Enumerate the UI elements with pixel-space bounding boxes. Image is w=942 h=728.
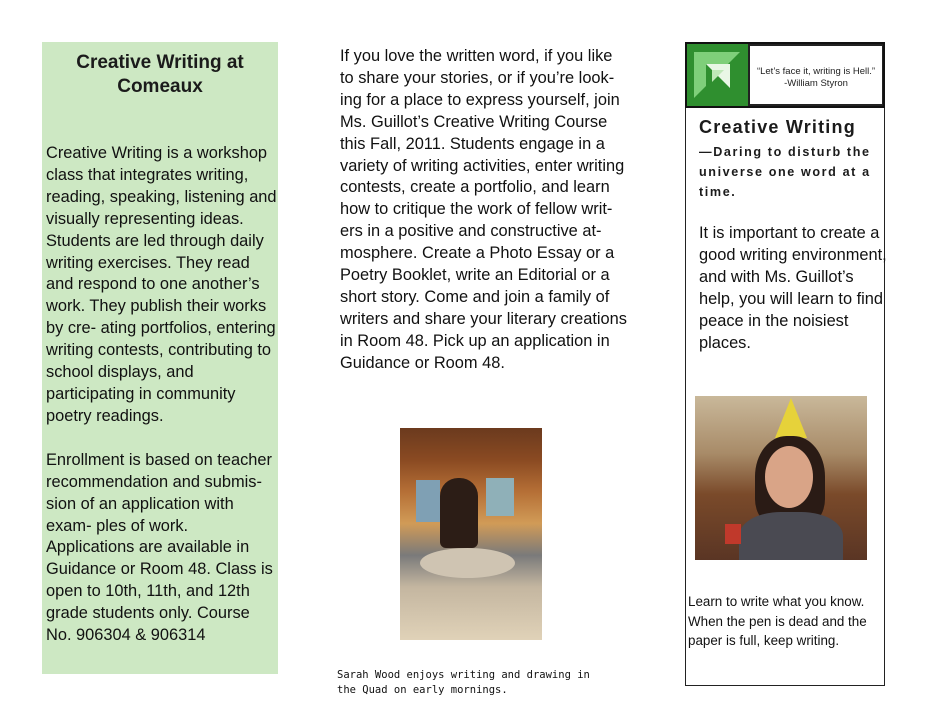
photo-student-writing-quad [400,428,542,640]
right-body-text: It is important to create a good writing environment, and with Ms. Guillot’s help, you will learn to find peace in the noisiest places. [699,224,887,352]
photo-student-figure [440,478,478,548]
left-panel [42,42,278,674]
photo-shirt [739,512,843,560]
middle-body-text: If you love the written word, if you like to share your stories, or if you’re look- ing for a place to express yourself, join Ms. Guillot’s Creative Writing Course this Fall, 2011. Students engage in a variety of writing activities, enter writing contests, create a portfolio, and learn how to critique the work of fellow writ- ers in a positive and constructive at- mosphere. Create a Photo Essay or a Poetry Booklet, write an Editorial or a short story. Come and join a family of writers and share your literary creations in Room 48. Pick up an application in Guidance or Room 48. [340,47,627,372]
photo-face [765,446,813,508]
photo-student-portrait [695,396,867,560]
photo-barrel-right [486,478,514,516]
left-title-line2: Comeaux [117,76,203,97]
photo-red-cup [725,524,741,544]
right-panel [685,42,885,686]
photo-party-hat [775,398,807,438]
left-title-line1: Creative Writing at [76,52,244,73]
photo-table [420,548,515,578]
photo-caption: Sarah Wood enjoys writing and drawing in the Quad on early mornings. [337,669,590,696]
right-title: Creative Writing [699,117,856,137]
right-footer-text: Learn to write what you know. When the pen is dead and the paper is full, keep writing. [688,594,867,648]
right-header-border [685,42,885,108]
quote-line: “Let’s face it, writing is Hell.” [756,66,876,77]
photo-barrel-left [416,480,440,522]
quote-author: -William Styron [784,78,848,89]
left-body [46,143,278,647]
left-paragraph-enrollment: Enrollment is based on teacher recommendation and submis- sion of an application with exam- ples of work. Applications are available in Guidance or Room 48. Class is open to 10th, 11th, and 12th grade students only. Course No. 906304 & 906314 [46,450,273,645]
left-title [42,51,278,99]
right-subtitle: —Daring to disturb the universe one word at a time. [699,145,871,199]
left-paragraph-description: Creative Writing is a workshop class that integrates writing, reading, speaking, listening and visually representing ideas. Students are led through daily writing exercises. They read and respond to one another’s work. They publish their works by cre- ating portfolios, entering writing contests, contributing to school displays, and participating in community poetry readings. [46,144,277,425]
